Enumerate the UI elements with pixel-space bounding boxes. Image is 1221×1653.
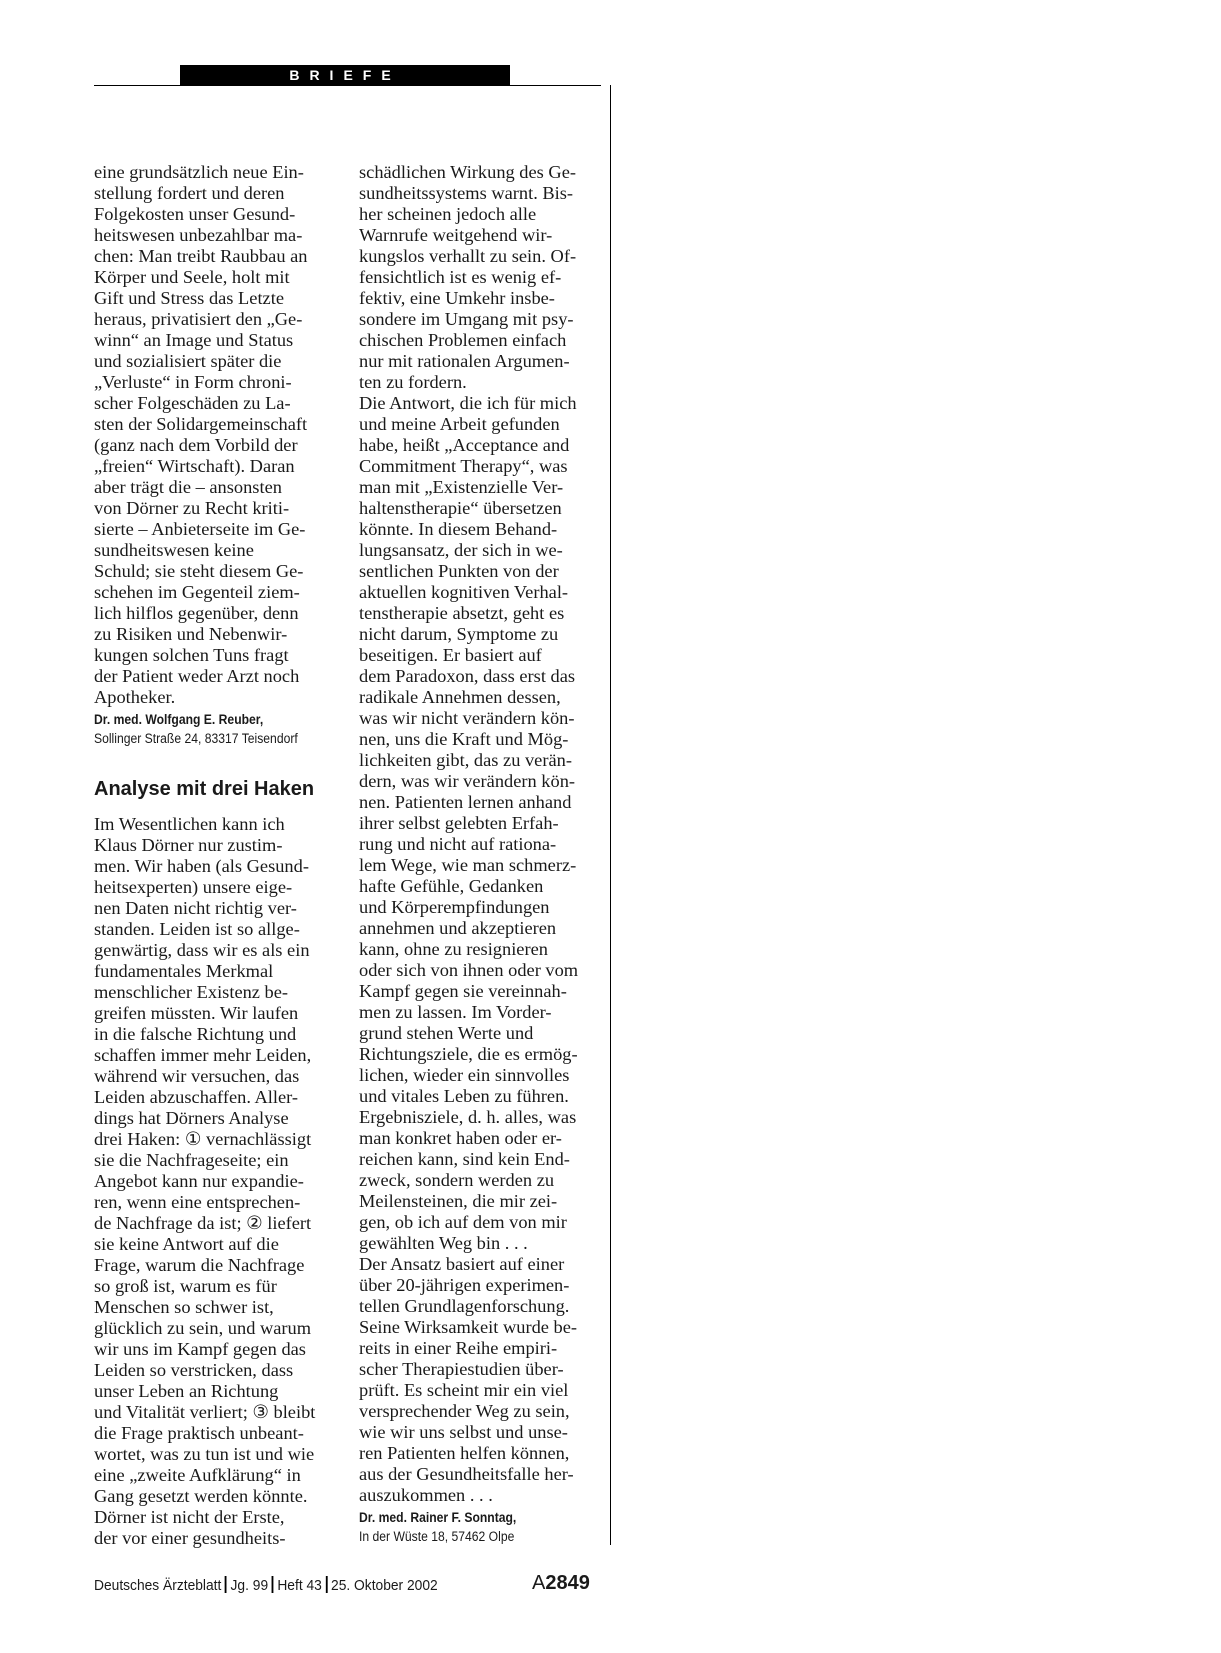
- text-line: schädlichen Wirkung des Ge-: [359, 162, 576, 182]
- text-line: menschlicher Existenz be-: [94, 982, 289, 1002]
- page-prefix: A: [532, 1572, 546, 1594]
- text-line: schehen im Gegenteil ziem-: [94, 582, 300, 602]
- text-line: die Frage praktisch unbeant-: [94, 1423, 304, 1443]
- section-label: BRIEFE: [289, 67, 401, 83]
- text-line: oder sich von ihnen oder vom: [359, 960, 579, 980]
- text-line: auszukommen . . .: [359, 1485, 493, 1505]
- journal-volume: Jg. 99: [230, 1577, 269, 1594]
- text-line: kungslos verhallt zu sein. Of-: [359, 246, 577, 266]
- journal-issue: Heft 43: [277, 1577, 322, 1594]
- text-line: lich hilflos gegenüber, denn: [94, 603, 299, 623]
- text-line: Gift und Stress das Letzte: [94, 288, 284, 308]
- text-line: drei Haken: ① vernachlässigt: [94, 1129, 312, 1149]
- letter2-heading: Analyse mit drei Haken: [94, 778, 315, 800]
- footer-citation: [94, 1576, 438, 1596]
- text-line: „Verluste“ in Form chroni-: [94, 372, 292, 392]
- text-line: sondere im Umgang mit psy-: [359, 309, 574, 329]
- text-line: sundheitswesen keine: [94, 540, 254, 560]
- text-line: Der Ansatz basiert auf einer: [359, 1254, 565, 1274]
- text-line: könnte. In diesem Behand-: [359, 519, 558, 539]
- column-right: [359, 162, 609, 1547]
- text-line: tenstherapie absetzt, geht es: [359, 603, 565, 623]
- text-line: und Körperempfindungen: [359, 897, 550, 917]
- text-line: sten der Solidargemeinschaft: [94, 414, 308, 434]
- text-line: lichkeiten gibt, das zu verän-: [359, 750, 572, 770]
- text-line: Kampf gegen sie vereinnah-: [359, 981, 567, 1001]
- text-line: Dörner ist nicht der Erste,: [94, 1507, 285, 1527]
- page-number: [532, 1570, 590, 1596]
- text-line: und vitales Leben zu führen.: [359, 1086, 569, 1106]
- text-line: dern, was wir verändern kön-: [359, 771, 576, 791]
- text-line: nur mit rationalen Argumen-: [359, 351, 570, 371]
- footer-separator: [225, 1576, 227, 1593]
- text-line: man konkret haben oder er-: [359, 1128, 562, 1148]
- text-line: habe, heißt „Acceptance and: [359, 435, 570, 455]
- text-line: dem Paradoxon, dass erst das: [359, 666, 576, 686]
- text-line: Angebot kann nur expandie-: [94, 1171, 304, 1191]
- text-line: in die falsche Richtung und: [94, 1024, 297, 1044]
- text-line: Gang gesetzt werden könnte.: [94, 1486, 308, 1506]
- text-line: glücklich zu sein, und warum: [94, 1318, 312, 1338]
- text-line: über 20-jährigen experimen-: [359, 1275, 570, 1295]
- text-line: chen: Man treibt Raubbau an: [94, 246, 308, 266]
- text-line: lichen, wieder ein sinnvolles: [359, 1065, 570, 1085]
- text-line: Schuld; sie steht diesem Ge-: [94, 561, 304, 581]
- text-line: fektiv, eine Umkehr insbe-: [359, 288, 555, 308]
- text-line: so groß ist, warum es für: [94, 1276, 277, 1296]
- text-line: aktuellen kognitiven Verhal-: [359, 582, 569, 602]
- journal-date: 25. Oktober 2002: [331, 1577, 438, 1594]
- text-line: Folgekosten unser Gesund-: [94, 204, 296, 224]
- footer-separator: [326, 1576, 328, 1593]
- text-line: ten zu fordern.: [359, 372, 467, 392]
- text-line: der Patient weder Arzt noch: [94, 666, 300, 686]
- text-line: lem Wege, wie man schmerz-: [359, 855, 577, 875]
- text-line: wie wir uns selbst und unse-: [359, 1422, 568, 1442]
- text-line: man mit „Existenzielle Ver-: [359, 477, 564, 497]
- header-rule: [94, 85, 601, 86]
- text-line: hafte Gefühle, Gedanken: [359, 876, 544, 896]
- text-line: versprechender Weg zu sein,: [359, 1401, 570, 1421]
- text-line: nen, uns die Kraft und Mög-: [359, 729, 569, 749]
- text-line: „freien“ Wirtschaft). Daran: [94, 456, 295, 476]
- text-line: prüft. Es scheint mir ein viel: [359, 1380, 569, 1400]
- text-line: ihrer selbst gelebten Erfah-: [359, 813, 559, 833]
- text-line: sie keine Antwort auf die: [94, 1234, 279, 1254]
- text-line: Meilensteinen, die mir zei-: [359, 1191, 558, 1211]
- text-line: annehmen und akzeptieren: [359, 918, 557, 938]
- letter1-body: [94, 162, 344, 708]
- text-line: Commitment Therapy“, was: [359, 456, 568, 476]
- text-line: rung und nicht auf rationa-: [359, 834, 557, 854]
- text-line: nen Daten nicht richtig ver-: [94, 898, 297, 918]
- text-line: her scheinen jedoch alle: [359, 204, 537, 224]
- text-line: tellen Grundlagenforschung.: [359, 1296, 570, 1316]
- text-line: Leiden so verstricken, dass: [94, 1360, 294, 1380]
- text-line: und Vitalität verliert; ③ bleibt: [94, 1402, 316, 1422]
- text-line: Apotheker.: [94, 687, 176, 707]
- text-line: beseitigen. Er basiert auf: [359, 645, 542, 665]
- text-line: sierte – Anbieterseite im Ge-: [94, 519, 306, 539]
- page-number-value: 2849: [545, 1572, 590, 1594]
- text-line: dings hat Dörners Analyse: [94, 1108, 289, 1128]
- journal-name: Deutsches Ärzteblatt: [94, 1577, 222, 1594]
- text-line: haltenstherapie“ übersetzen: [359, 498, 562, 518]
- text-line: grund stehen Werte und: [359, 1023, 534, 1043]
- text-line: zu Risiken und Nebenwir-: [94, 624, 288, 644]
- text-line: der vor einer gesundheits-: [94, 1528, 286, 1548]
- text-line: reits in einer Reihe empiri-: [359, 1338, 558, 1358]
- text-line: Leiden abzuschaffen. Aller-: [94, 1087, 299, 1107]
- text-line: stellung fordert und deren: [94, 183, 285, 203]
- column-left: [94, 162, 344, 1549]
- text-line: und meine Arbeit gefunden: [359, 414, 560, 434]
- text-line: winn“ an Image und Status: [94, 330, 294, 350]
- text-line: Die Antwort, die ich für mich: [359, 393, 577, 413]
- text-line: kungen solchen Tuns fragt: [94, 645, 289, 665]
- text-line: heitsexperten) unsere eige-: [94, 877, 293, 897]
- text-line: Frage, warum die Nachfrage: [94, 1255, 305, 1275]
- text-line: reichen kann, sind kein End-: [359, 1149, 570, 1169]
- text-line: Klaus Dörner nur zustim-: [94, 835, 283, 855]
- letter2-body-continued: [359, 162, 609, 1506]
- text-line: zweck, sondern werden zu: [359, 1170, 555, 1190]
- text-line: gen, ob ich auf dem von mir: [359, 1212, 567, 1232]
- text-line: Körper und Seele, holt mit: [94, 267, 290, 287]
- text-line: und sozialisiert später die: [94, 351, 282, 371]
- text-line: schaffen immer mehr Leiden,: [94, 1045, 312, 1065]
- text-line: fensichtlich ist es wenig ef-: [359, 267, 562, 287]
- text-line: greifen müssten. Wir laufen: [94, 1003, 299, 1023]
- text-line: unser Leben an Richtung: [94, 1381, 279, 1401]
- letter2-body-start: [94, 814, 344, 1549]
- text-line: Richtungsziele, die es ermög-: [359, 1044, 578, 1064]
- text-line: was wir nicht verändern kön-: [359, 708, 575, 728]
- text-line: von Dörner zu Recht kriti-: [94, 498, 290, 518]
- text-line: nicht darum, Symptome zu: [359, 624, 559, 644]
- text-line: scher Folgeschäden zu La-: [94, 393, 291, 413]
- text-line: lungsansatz, der sich in we-: [359, 540, 563, 560]
- text-line: Menschen so schwer ist,: [94, 1297, 274, 1317]
- text-line: standen. Leiden ist so allge-: [94, 919, 300, 939]
- footer-separator: [272, 1576, 274, 1593]
- letter1-author: Dr. med. Wolfgang E. Reuber,: [94, 712, 264, 727]
- text-line: sundheitssystems warnt. Bis-: [359, 183, 574, 203]
- text-line: men. Wir haben (als Gesund-: [94, 856, 309, 876]
- column-rule: [610, 85, 611, 1545]
- text-line: eine grundsätzlich neue Ein-: [94, 162, 304, 182]
- text-line: wortet, was zu tun ist und wie: [94, 1444, 315, 1464]
- letter2-author: Dr. med. Rainer F. Sonntag,: [359, 1510, 517, 1525]
- text-line: scher Therapiestudien über-: [359, 1359, 564, 1379]
- text-line: ren Patienten helfen können,: [359, 1443, 570, 1463]
- text-line: aus der Gesundheitsfalle her-: [359, 1464, 574, 1484]
- text-line: heraus, privatisiert den „Ge-: [94, 309, 303, 329]
- text-line: kann, ohne zu resignieren: [359, 939, 548, 959]
- letter1-address: Sollinger Straße 24, 83317 Teisendorf: [94, 731, 298, 746]
- text-line: men zu lassen. Im Vorder-: [359, 1002, 552, 1022]
- text-line: aber trägt die – ansonsten: [94, 477, 282, 497]
- text-line: Seine Wirksamkeit wurde be-: [359, 1317, 578, 1337]
- text-line: de Nachfrage da ist; ② liefert: [94, 1213, 312, 1233]
- text-line: Warnrufe weitgehend wir-: [359, 225, 553, 245]
- text-line: sie die Nachfrageseite; ein: [94, 1150, 289, 1170]
- text-line: radikale Annehmen dessen,: [359, 687, 561, 707]
- letter2-address: In der Wüste 18, 57462 Olpe: [359, 1529, 515, 1544]
- text-line: während wir versuchen, das: [94, 1066, 300, 1086]
- text-line: heitswesen unbezahlbar ma-: [94, 225, 303, 245]
- text-line: eine „zweite Aufklärung“ in: [94, 1465, 301, 1485]
- text-line: gewählten Weg bin . . .: [359, 1233, 528, 1253]
- text-line: Im Wesentlichen kann ich: [94, 814, 285, 834]
- text-line: fundamentales Merkmal: [94, 961, 274, 981]
- text-line: chischen Problemen einfach: [359, 330, 567, 350]
- text-line: (ganz nach dem Vorbild der: [94, 435, 298, 455]
- text-line: genwärtig, dass wir es als ein: [94, 940, 310, 960]
- text-line: Ergebnisziele, d. h. alles, was: [359, 1107, 577, 1127]
- text-line: wir uns im Kampf gegen das: [94, 1339, 306, 1359]
- text-line: sentlichen Punkten von der: [359, 561, 559, 581]
- text-line: ren, wenn eine entsprechen-: [94, 1192, 301, 1212]
- text-line: nen. Patienten lernen anhand: [359, 792, 572, 812]
